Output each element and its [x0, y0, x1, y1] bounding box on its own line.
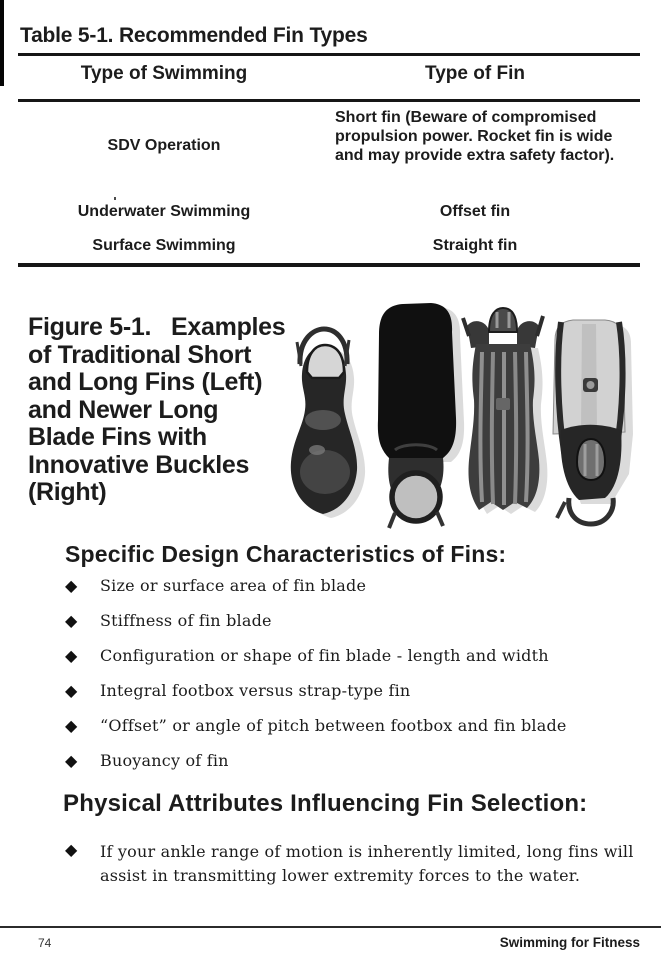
table-row — [18, 236, 640, 256]
long-fin-illustration — [378, 303, 456, 528]
cell-swimming-type: SDV Operation — [107, 137, 221, 154]
list-item-text: Size or surface area of fin blade — [100, 576, 367, 595]
scan-speck-artifact — [114, 197, 116, 200]
cell-fin-type: Short fin (Beware of compromised propulsion power. Rocket fin is wide and may provide extra safety factor). — [335, 109, 615, 164]
book-title: Swimming for Fitness — [499, 935, 640, 950]
diamond-bullet-icon: ◆ — [65, 646, 78, 665]
column-header-type-of-fin: Type of Fin — [425, 63, 525, 84]
cell-fin-type: Straight fin — [432, 237, 518, 254]
cell-fin-type: Offset fin — [439, 203, 511, 220]
list-item-line: If your ankle range of motion is inherently limited, long fins will — [100, 842, 634, 861]
table-header-row — [18, 63, 640, 85]
fins-photo — [283, 300, 655, 530]
design-characteristics-list — [65, 576, 567, 771]
list-item — [65, 716, 567, 736]
figure-caption-line: Blade Fins with — [28, 423, 207, 451]
figure-caption-line: Innovative Buckles — [28, 450, 250, 479]
table-rule-top — [18, 53, 640, 56]
cell-swimming-type: Surface Swimming — [92, 237, 236, 254]
footer-rule — [0, 926, 661, 928]
diamond-bullet-icon: ◆ — [65, 611, 78, 630]
figure-caption-line: of Traditional Short — [28, 340, 252, 369]
list-item-text: “Offset” or angle of pitch between footbox and fin blade — [100, 716, 567, 735]
figure-caption-line: Figure 5-1. Examples — [28, 313, 286, 341]
list-item — [65, 576, 567, 596]
figure-caption — [28, 314, 285, 507]
section-heading-design-characteristics: Specific Design Characteristics of Fins: — [65, 541, 507, 567]
diamond-bullet-icon: ◆ — [65, 751, 78, 770]
striped-fin-illustration — [463, 308, 543, 510]
list-item-text: Stiffness of fin blade — [100, 611, 272, 630]
figure-caption-line: and Newer Long — [28, 395, 219, 424]
diamond-bullet-icon: ◆ — [65, 681, 78, 700]
list-item — [65, 840, 634, 887]
list-item-text: Buoyancy of fin — [100, 751, 229, 770]
list-item-text: Integral footbox versus strap-type fin — [100, 681, 411, 700]
page-number: 74 — [38, 936, 52, 950]
cell-swimming-type: Underwater Swimming — [77, 203, 251, 220]
table-row — [18, 108, 640, 184]
list-item-text — [100, 840, 634, 887]
diamond-bullet-icon: ◆ — [65, 716, 78, 735]
table-title: Table 5-1. Recommended Fin Types — [20, 24, 368, 47]
scan-edge-artifact — [0, 0, 4, 86]
section-heading-physical-attributes: Physical Attributes Influencing Fin Selection: — [63, 790, 588, 817]
list-item — [65, 646, 567, 666]
diamond-bullet-icon: ◆ — [65, 840, 78, 859]
list-item — [65, 751, 567, 771]
table-rule-bottom — [18, 263, 640, 267]
column-header-type-of-swimming: Type of Swimming — [80, 63, 248, 84]
list-item-line: assist in transmitting lower extremity forces to the water. — [100, 865, 581, 885]
figure-caption-line: and Long Fins (Left) — [28, 368, 263, 396]
table-row — [18, 202, 640, 222]
list-item-text: Configuration or shape of fin blade - length and width — [100, 646, 549, 665]
table-rule-header — [18, 99, 640, 102]
list-item — [65, 611, 567, 631]
figure-caption-line: (Right) — [28, 478, 107, 506]
list-item — [65, 681, 567, 701]
diamond-bullet-icon: ◆ — [65, 576, 78, 595]
